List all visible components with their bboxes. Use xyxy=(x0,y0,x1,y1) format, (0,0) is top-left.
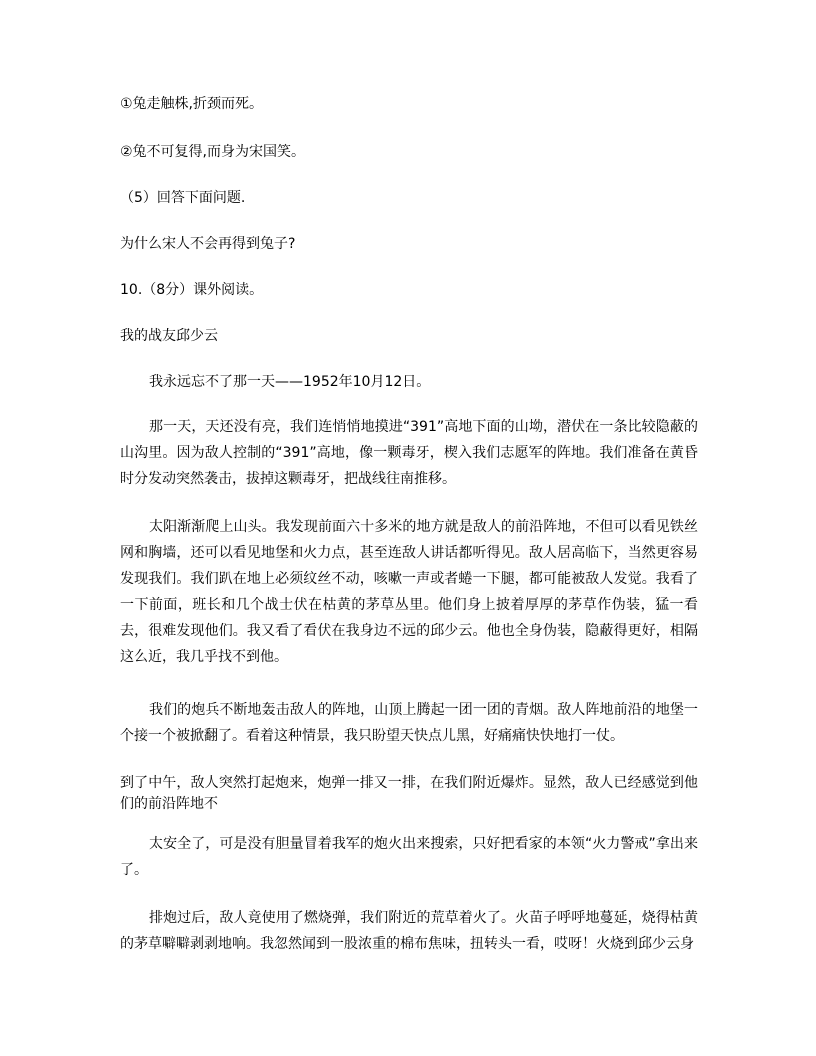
paragraph-4: 到了中午，敌人突然打起炮来，炮弹一排又一排，在我们附近爆炸。显然，敌人已经感觉到他们的前沿阵地不 xyxy=(120,775,698,812)
answer-line-1: ①兔走触株,折颈而死。 xyxy=(120,96,264,112)
paragraph-2: 太阳渐渐爬上山头。我发现前面六十多米的地方就是敌人的前沿阵地，不但可以看见铁丝网和胸墙，还可以看见地堡和火力点，甚至连敌人讲话都听得见。敌人居高临下，当然更容易发现我们。我们趴在地上必须纹丝不动，咳嗽一声或者蜷一下腿，都可能被敌人发觉。我看了一下前面，班长和几个战士伏在枯黄的茅草丛里。他们身上披着厚厚的茅草作伪装，猛一看去，很难发现他们。我又看了看伏在我身边不远的邱少云。他也全身伪装，隐蔽得更好，相隔这么近，我几乎找不到他。 xyxy=(120,519,698,665)
paragraph-1: 那一天，天还没有亮，我们连悄悄地摸进“391”高地下面的山坳，潜伏在一条比较隐蔽的山沟里。因为敌人控制的“391”高地，像一颗毒牙，楔入我们志愿军的阵地。我们准备在黄昏时分发动突然袭击，拔掉这颗毒牙，把战线往南推移。 xyxy=(120,419,698,487)
answer-line-2: ②兔不可复得,而身为宋国笑。 xyxy=(120,144,306,160)
question-text: 为什么宋人不会再得到兔子? xyxy=(120,236,296,252)
question-5-heading: （5）回答下面问题. xyxy=(120,190,246,206)
paragraph-5: 太安全了，可是没有胆量冒着我军的炮火出来搜索，只好把看家的本领“火力警戒”拿出来了。 xyxy=(120,836,698,878)
date-line: 我永远忘不了那一天——1952年10月12日。 xyxy=(149,374,431,390)
paragraph-6: 排炮过后，敌人竟使用了燃烧弹，我们附近的荒草着火了。火苗子呼呼地蔓延，烧得枯黄的茅草噼噼剥剥地响。我忽然闻到一股浓重的棉布焦味，扭转头一看，哎呀！火烧到邱少云身 xyxy=(120,910,698,952)
paragraph-3: 我们的炮兵不断地轰击敌人的阵地，山顶上腾起一团一团的青烟。敌人阵地前沿的地堡一个接一个被掀翻了。看着这种情景，我只盼望天快点儿黑，好痛痛快快地打一仗。 xyxy=(120,702,698,744)
article-title: 我的战友邱少云 xyxy=(120,328,218,344)
section-10-heading: 10.（8分）课外阅读。 xyxy=(120,282,264,298)
